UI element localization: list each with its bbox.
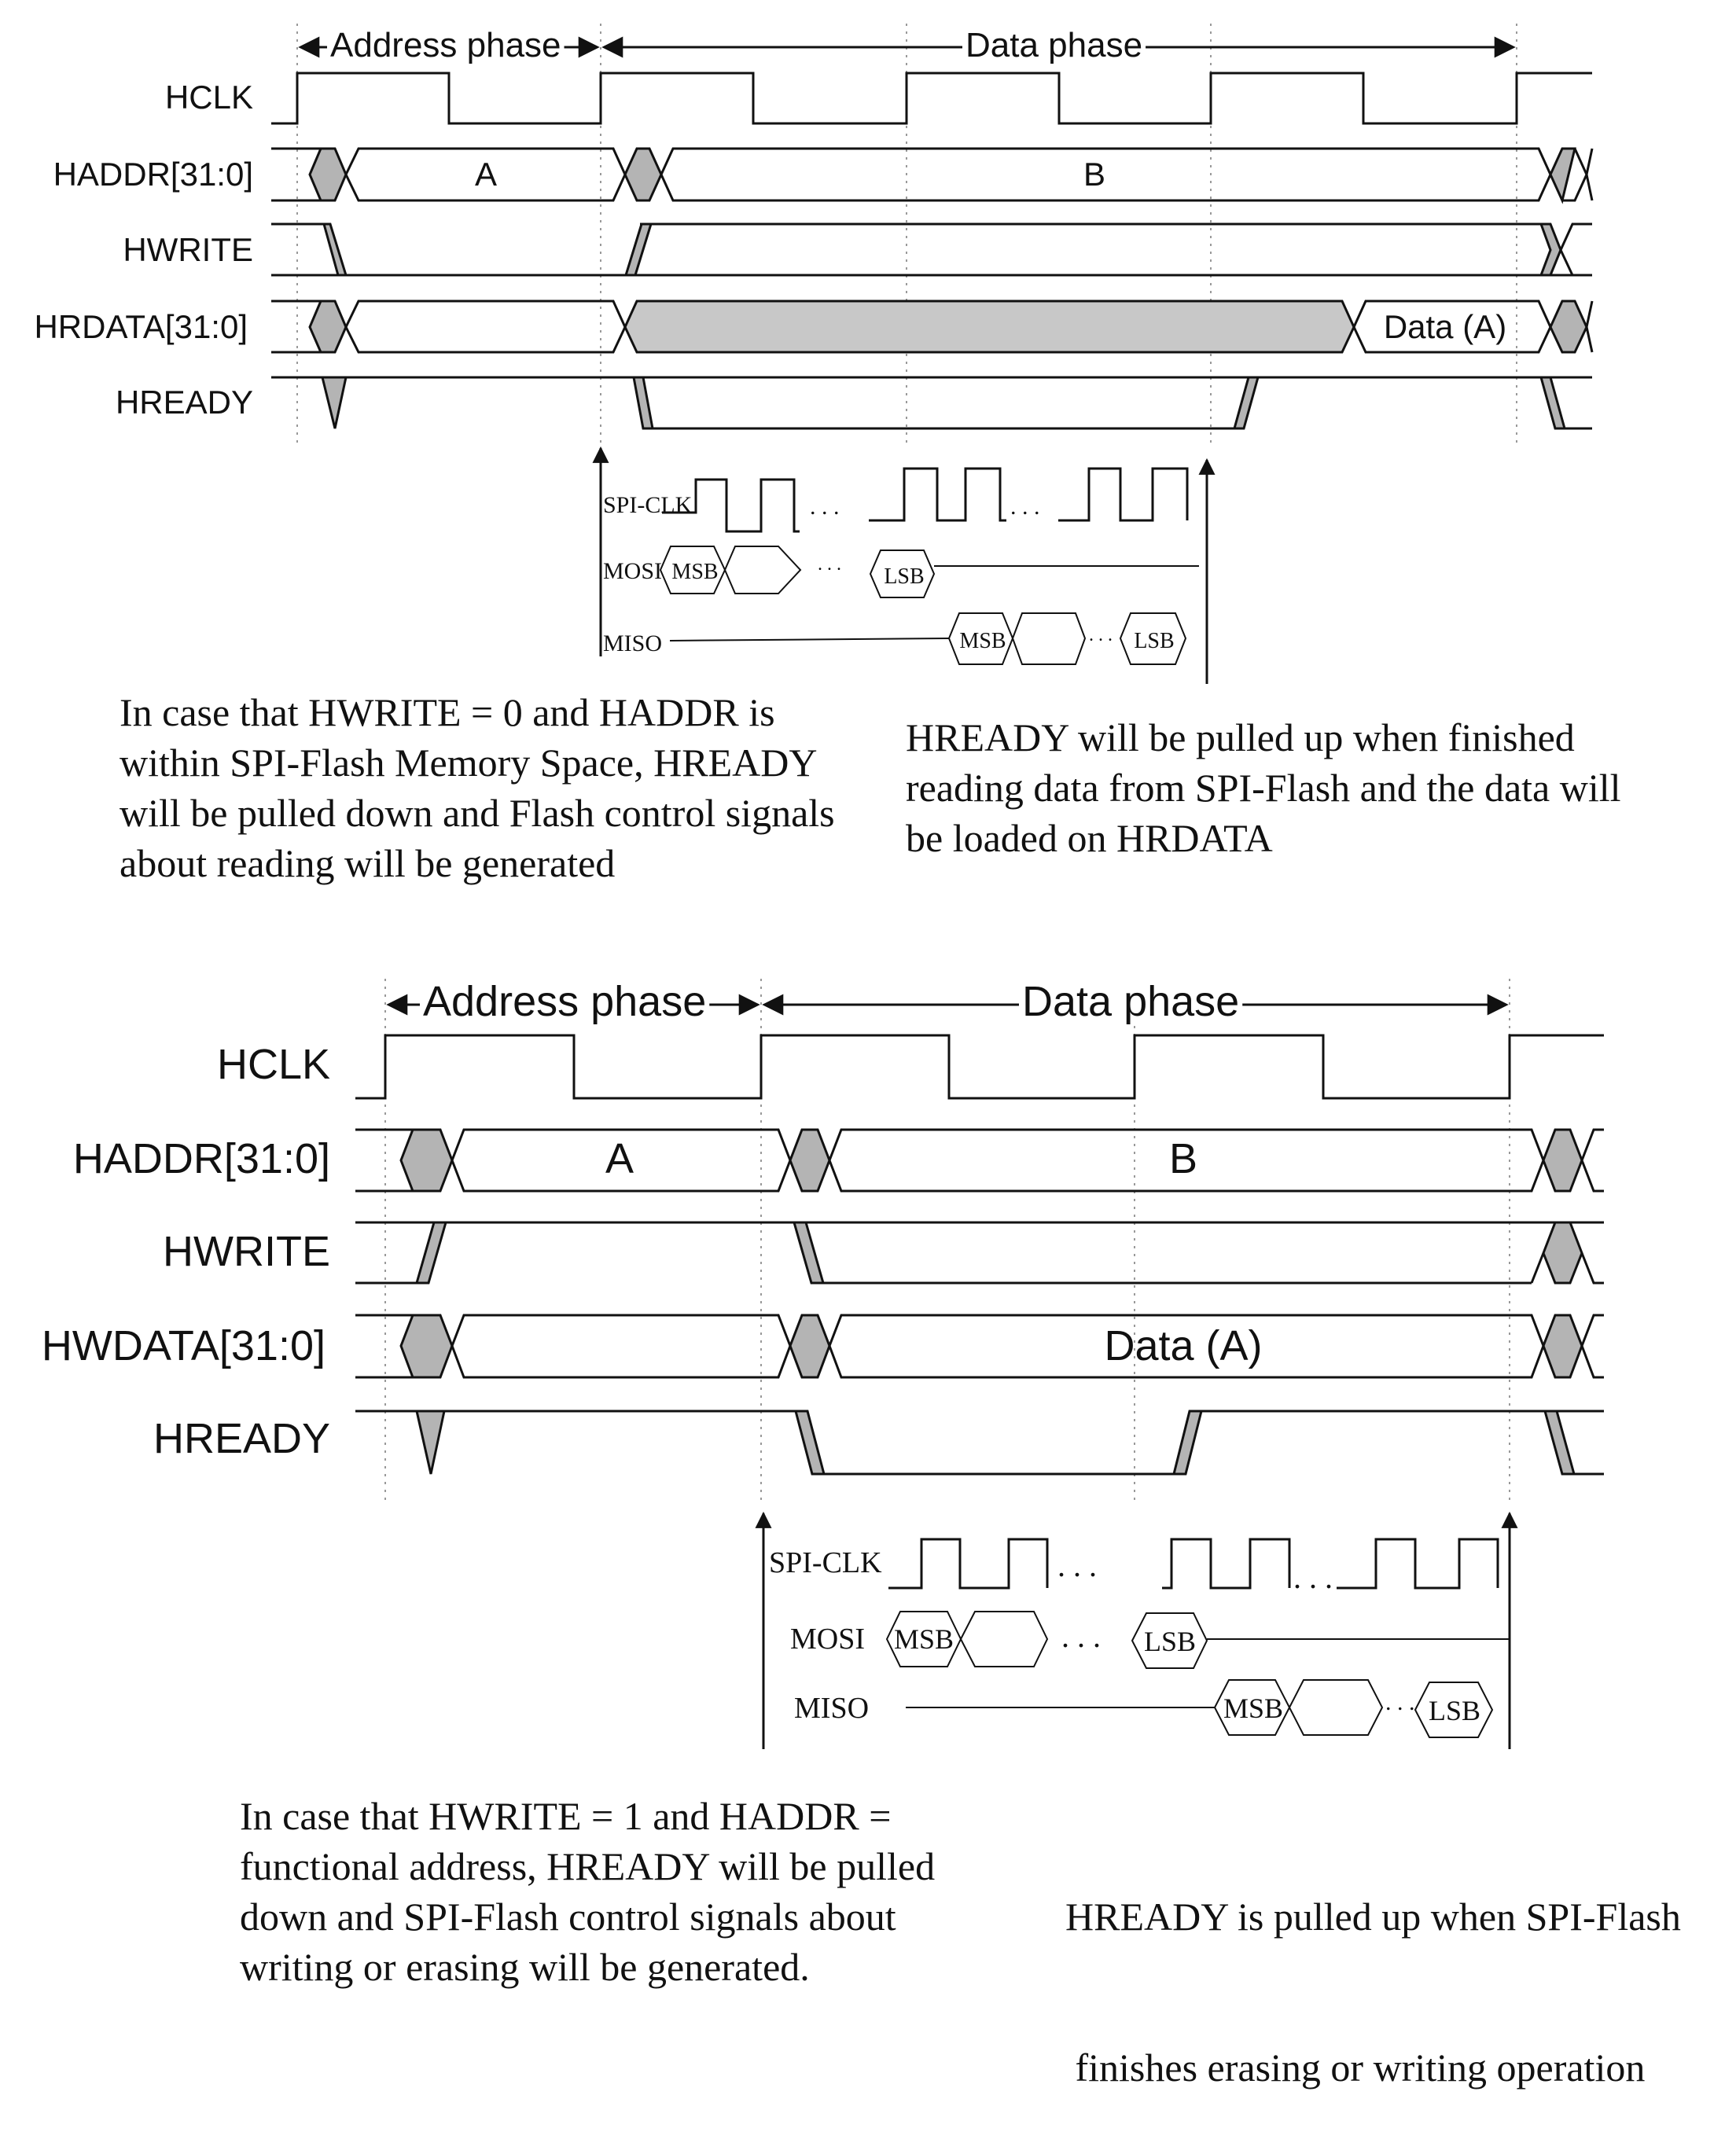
top-caption-left-line-4: about reading will be generated bbox=[120, 841, 616, 885]
bottom-caption-left bbox=[240, 1791, 935, 1992]
top-mosi-lsb: LSB bbox=[884, 564, 925, 589]
bottom-address-phase-label: Address phase bbox=[423, 978, 707, 1025]
top-haddr-value-a: A bbox=[474, 156, 498, 193]
top-signal-hwrite: HWRITE bbox=[123, 231, 253, 268]
top-clk-dots-2: . . . bbox=[1010, 494, 1040, 520]
top-miso-dots: . . . bbox=[1089, 625, 1113, 645]
top-caption-left bbox=[120, 687, 835, 888]
bottom-signal-haddr: HADDR[31:0] bbox=[72, 1135, 330, 1182]
bottom-signal-hready: HREADY bbox=[153, 1415, 330, 1462]
bottom-haddr-value-a: A bbox=[605, 1135, 634, 1182]
bottom-spi-mosi-label: MOSI bbox=[790, 1623, 866, 1656]
bottom-caption-right-line-1: HREADY is pulled up when SPI-Flash bbox=[1065, 1895, 1681, 1939]
bottom-mosi-dots: . . . bbox=[1061, 1619, 1101, 1654]
bottom-mosi-waveform bbox=[887, 1612, 1510, 1668]
bottom-signal-hwrite: HWRITE bbox=[163, 1228, 330, 1275]
bottom-caption-left-line-1: In case that HWRITE = 1 and HADDR = bbox=[240, 1794, 892, 1838]
top-signal-hready: HREADY bbox=[115, 384, 253, 421]
bottom-spi-labels bbox=[769, 1546, 1480, 1726]
bottom-clock-guides bbox=[385, 979, 1510, 1502]
top-miso-lsb: LSB bbox=[1134, 629, 1175, 653]
top-spi-clk-label: SPI-CLK bbox=[603, 492, 693, 518]
bottom-hclk-waveform bbox=[355, 1035, 1604, 1098]
top-signal-haddr: HADDR[31:0] bbox=[53, 156, 253, 193]
top-mosi-dots: . . . bbox=[818, 554, 841, 575]
bottom-text-labels bbox=[42, 978, 1263, 1462]
bottom-hwrite-line bbox=[355, 1222, 1604, 1283]
top-signal-hclk: HCLK bbox=[164, 79, 253, 116]
top-caption-right-line-2: reading data from SPI-Flash and the data will bbox=[906, 766, 1621, 810]
top-mosi-waveform bbox=[660, 546, 1199, 597]
bottom-miso-lsb: LSB bbox=[1428, 1695, 1481, 1726]
top-address-phase-label: Address phase bbox=[330, 26, 561, 64]
top-haddr-transition-2 bbox=[625, 149, 661, 200]
bottom-clk-dots-1: . . . bbox=[1057, 1548, 1097, 1583]
top-hready-line bbox=[271, 377, 1592, 428]
bottom-spi-miso-label: MISO bbox=[794, 1692, 870, 1725]
top-haddr-transition-1 bbox=[310, 149, 346, 200]
top-spi-mosi-label: MOSI bbox=[603, 558, 663, 584]
bottom-hwdata-bus bbox=[355, 1315, 1604, 1377]
bottom-haddr-value-b: B bbox=[1168, 1135, 1198, 1182]
top-hrdata-value: Data (A) bbox=[1383, 308, 1507, 345]
bottom-signal-hwdata: HWDATA[31:0] bbox=[41, 1322, 326, 1369]
top-haddr-value-b: B bbox=[1083, 156, 1106, 193]
top-caption-left-line-2: within SPI-Flash Memory Space, HREADY bbox=[120, 741, 818, 785]
bottom-caption-right-line-2: finishes erasing or writing operation bbox=[1065, 2046, 1646, 2090]
bottom-miso-dots: . . . bbox=[1385, 1689, 1415, 1715]
bottom-signal-hclk: HCLK bbox=[216, 1041, 330, 1088]
bottom-caption-right bbox=[1065, 1791, 1681, 2143]
read-timing-diagram bbox=[271, 24, 1592, 684]
top-caption-right-line-3: be loaded on HRDATA bbox=[906, 816, 1273, 860]
bottom-mosi-msb: MSB bbox=[893, 1623, 954, 1655]
top-signal-hrdata: HRDATA[31:0] bbox=[34, 308, 248, 345]
bottom-haddr-bus bbox=[355, 1130, 1604, 1191]
bottom-hready-line bbox=[355, 1411, 1604, 1474]
bottom-clk-dots-2: . . . bbox=[1293, 1560, 1333, 1595]
top-data-phase-label: Data phase bbox=[965, 26, 1143, 64]
top-miso-msb: MSB bbox=[959, 629, 1006, 653]
top-spi-miso-label: MISO bbox=[603, 630, 663, 656]
bottom-caption-left-line-2: functional address, HREADY will be pulled bbox=[240, 1844, 936, 1888]
bottom-spi-clk-waveform bbox=[888, 1539, 1047, 1588]
bottom-mosi-lsb: LSB bbox=[1143, 1626, 1197, 1657]
top-caption-left-line-1: In case that HWRITE = 0 and HADDR is bbox=[120, 690, 775, 734]
bottom-caption-left-line-4: writing or erasing will be generated. bbox=[240, 1945, 810, 1989]
top-caption-right-line-1: HREADY will be pulled up when finished bbox=[906, 715, 1575, 759]
top-clk-dots-1: . . . bbox=[810, 494, 840, 520]
top-caption-right bbox=[906, 712, 1621, 863]
top-caption-left-line-3: will be pulled down and Flash control signals bbox=[120, 791, 835, 835]
top-haddr-bus bbox=[271, 149, 1592, 200]
top-hrdata-undefined bbox=[625, 301, 1354, 352]
top-hwrite-line bbox=[271, 224, 1592, 275]
top-hclk-waveform bbox=[271, 73, 1592, 123]
top-mosi-msb: MSB bbox=[671, 560, 719, 584]
bottom-caption-left-line-3: down and SPI-Flash control signals about bbox=[240, 1895, 896, 1939]
bottom-data-phase-label: Data phase bbox=[1022, 978, 1240, 1025]
bottom-miso-msb: MSB bbox=[1223, 1693, 1284, 1724]
bottom-hwdata-value: Data (A) bbox=[1104, 1322, 1263, 1369]
bottom-spi-clk-label: SPI-CLK bbox=[769, 1546, 882, 1579]
write-timing-diagram bbox=[355, 979, 1604, 1749]
